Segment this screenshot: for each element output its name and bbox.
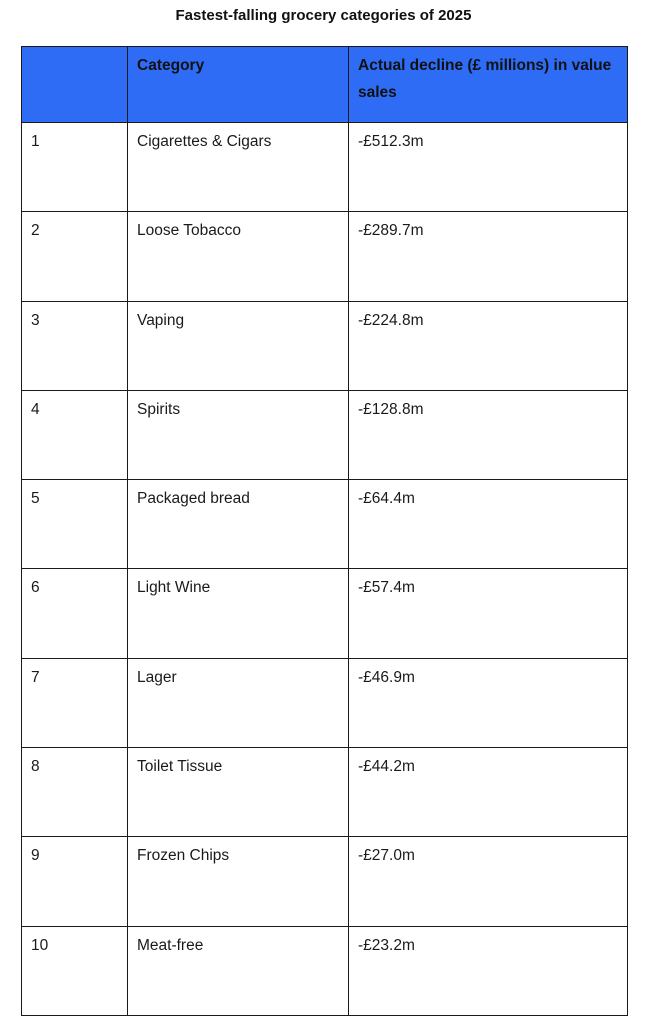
- rank-cell: 9: [22, 837, 128, 926]
- header-decline: Actual decline (£ millions) in value sales: [349, 47, 628, 123]
- decline-cell: -£27.0m: [349, 837, 628, 926]
- decline-cell: -£289.7m: [349, 212, 628, 301]
- rank-cell: 2: [22, 212, 128, 301]
- decline-cell: -£44.2m: [349, 748, 628, 837]
- table-row: [22, 658, 628, 747]
- decline-cell: -£224.8m: [349, 301, 628, 390]
- rank-cell: 1: [22, 123, 128, 212]
- category-cell: Cigarettes & Cigars: [128, 123, 349, 212]
- decline-cell: -£46.9m: [349, 658, 628, 747]
- category-cell: Loose Tobacco: [128, 212, 349, 301]
- rank-cell: 7: [22, 658, 128, 747]
- decline-cell: -£512.3m: [349, 123, 628, 212]
- category-cell: Toilet Tissue: [128, 748, 349, 837]
- decline-cell: -£57.4m: [349, 569, 628, 658]
- category-cell: Light Wine: [128, 569, 349, 658]
- category-cell: Meat-free: [128, 926, 349, 1015]
- decline-cell: -£23.2m: [349, 926, 628, 1015]
- table-row: [22, 390, 628, 479]
- category-cell: Packaged bread: [128, 480, 349, 569]
- category-cell: Frozen Chips: [128, 837, 349, 926]
- table-row: [22, 926, 628, 1015]
- table-row: [22, 212, 628, 301]
- rank-cell: 4: [22, 390, 128, 479]
- page-title: Fastest-falling grocery categories of 2025: [175, 7, 472, 24]
- table-row: [22, 123, 628, 212]
- table-row: [22, 480, 628, 569]
- header-rank: [22, 47, 128, 123]
- category-cell: Vaping: [128, 301, 349, 390]
- rank-cell: 3: [22, 301, 128, 390]
- rank-cell: 8: [22, 748, 128, 837]
- decline-cell: -£128.8m: [349, 390, 628, 479]
- rank-cell: 6: [22, 569, 128, 658]
- table-row: [22, 748, 628, 837]
- rank-cell: 10: [22, 926, 128, 1015]
- decline-cell: -£64.4m: [349, 480, 628, 569]
- table-row: [22, 837, 628, 926]
- table-header-row: [22, 47, 628, 123]
- header-category: Category: [128, 47, 349, 123]
- data-table: [21, 46, 628, 1016]
- rank-cell: 5: [22, 480, 128, 569]
- category-cell: Lager: [128, 658, 349, 747]
- table-row: [22, 569, 628, 658]
- category-cell: Spirits: [128, 390, 349, 479]
- table-row: [22, 301, 628, 390]
